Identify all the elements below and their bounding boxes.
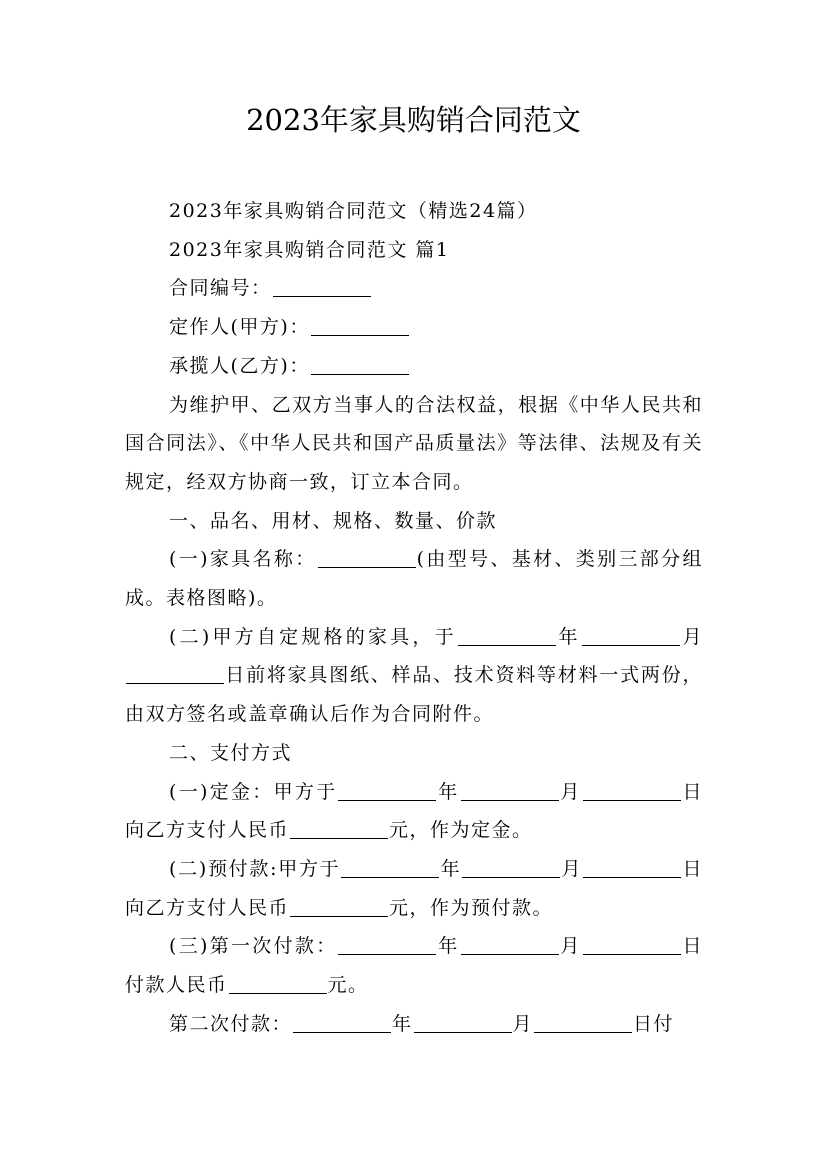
article2-item2 — [125, 850, 703, 927]
party-b-label: 承揽人(乙方)： — [169, 354, 310, 377]
month-label: 月 — [512, 1012, 534, 1035]
first-payment-prefix: (三)第一次付款： — [169, 935, 338, 958]
article2-item1 — [125, 773, 703, 850]
first-payment-amount-blank — [229, 973, 327, 994]
contract-number-line — [125, 269, 703, 308]
article2-second-payment — [125, 1005, 703, 1044]
first-payment-month-blank — [461, 934, 559, 955]
subtitle: 2023年家具购销合同范文（精选24篇） — [169, 200, 538, 222]
article1-item1 — [125, 540, 703, 617]
document-title: 2023年家具购销合同范文 — [246, 103, 581, 137]
prepayment-suffix: 元，作为预付款。 — [389, 896, 554, 919]
first-payment-mid: 日付款人民币 — [125, 935, 703, 997]
year-blank — [458, 625, 556, 646]
year-label: 年 — [392, 1012, 413, 1035]
article2-heading: 二、支付方式 — [169, 741, 293, 764]
section-heading: 2023年家具购销合同范文 篇1 — [169, 238, 450, 261]
document-body — [125, 192, 703, 1043]
party-b-blank — [311, 354, 409, 375]
month-blank — [582, 625, 680, 646]
prepayment-month-blank — [462, 857, 560, 878]
prepayment-amount-blank — [290, 896, 388, 917]
party-b-line — [125, 347, 703, 386]
prepayment-prefix: (二)预付款:甲方于 — [169, 857, 341, 880]
prepayment-year-blank — [341, 857, 439, 878]
prepayment-day-blank — [583, 857, 681, 878]
year-label: 年 — [440, 857, 462, 880]
party-a-label: 定作人(甲方)： — [169, 316, 310, 339]
first-payment-day-blank — [583, 934, 681, 955]
item1-prefix: (一)家具名称： — [169, 548, 317, 571]
second-payment-suffix: 日付 — [633, 1012, 675, 1035]
second-payment-year-blank — [293, 1012, 391, 1033]
article1-heading: 一、品名、用材、规格、数量、价款 — [169, 509, 498, 532]
second-payment-day-blank — [534, 1012, 632, 1033]
deposit-month-blank — [461, 780, 559, 801]
contract-number-label: 合同编号： — [169, 277, 272, 300]
first-payment-suffix: 元。 — [327, 974, 369, 997]
year-label: 年 — [437, 935, 460, 958]
second-payment-month-blank — [414, 1012, 512, 1033]
deposit-year-blank — [338, 780, 436, 801]
month-label: 月 — [559, 780, 582, 803]
second-payment-prefix: 第二次付款： — [169, 1012, 293, 1035]
month-label: 月 — [680, 625, 703, 648]
article1-item2 — [125, 618, 703, 734]
article2-item3 — [125, 927, 703, 1004]
contract-number-blank — [273, 276, 371, 297]
month-label: 月 — [561, 857, 583, 880]
item2-suffix: 日前将家具图纸、样品、技术资料等材料一式两份，由双方签名或盖章确认后作为合同附件。 — [125, 664, 703, 726]
deposit-prefix: (一)定金：甲方于 — [169, 780, 338, 803]
party-a-blank — [311, 315, 409, 336]
deposit-mid: 日向乙方支付人民币 — [125, 780, 703, 842]
day-blank — [126, 663, 224, 684]
deposit-day-blank — [583, 780, 681, 801]
deposit-amount-blank — [290, 818, 388, 839]
year-label: 年 — [437, 780, 460, 803]
preamble-paragraph: 为维护甲、乙双方当事人的合法权益，根据《中华人民共和国合同法》、《中华人民共和国产品质量法》等法律、法规及有关规定，经双方协商一致，订立本合同。 — [125, 393, 703, 493]
party-a-line — [125, 308, 703, 347]
furniture-name-blank — [318, 547, 416, 568]
item2-prefix: (二)甲方自定规格的家具，于 — [169, 625, 457, 648]
first-payment-year-blank — [338, 934, 436, 955]
month-label: 月 — [559, 935, 582, 958]
item1-suffix: (由型号、基材、类别三部分组成。表格图略)。 — [125, 548, 703, 610]
prepayment-mid: 日向乙方支付人民币 — [125, 857, 703, 919]
year-label: 年 — [556, 625, 581, 648]
deposit-suffix: 元，作为定金。 — [389, 819, 533, 842]
